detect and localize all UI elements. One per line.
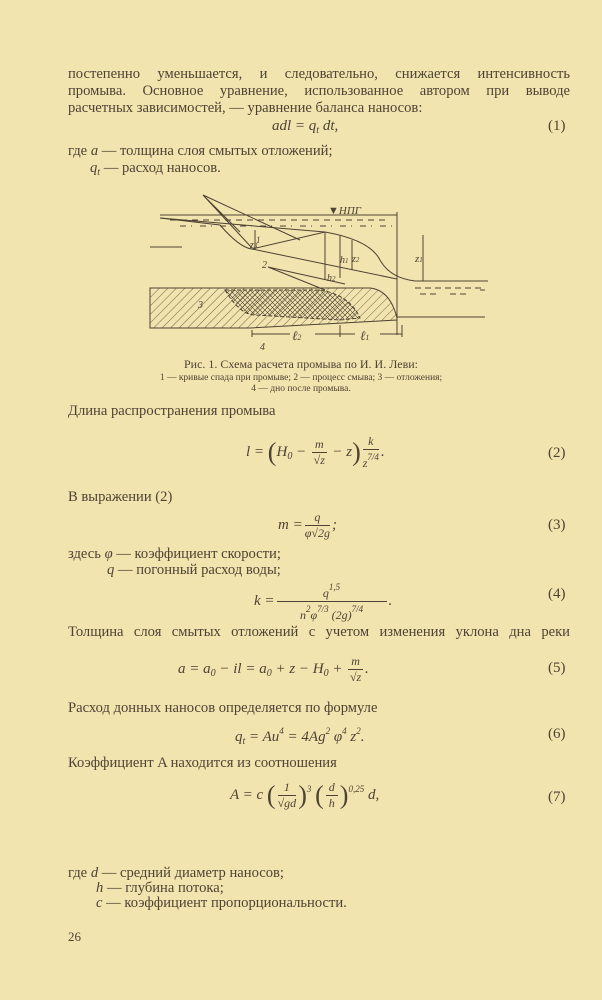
equation-4 [254,580,392,623]
paragraph-line: Длина распространения промыва [68,403,276,419]
definition-q [107,562,602,579]
eq-sub: 0 [323,667,329,679]
label-2: 2 [262,260,267,271]
eq-part: φ [330,729,343,745]
eq-part: = 4Ag [283,729,326,745]
def-text: — толщина слоя смытых отложений; [98,143,333,159]
label-4: 4 [260,342,265,353]
eq-part: + z − H [271,660,324,677]
frac-num: m [312,437,327,453]
label-h2: h2 [327,273,336,284]
def-text: — расход наносов. [100,160,221,176]
frac-den: z [362,456,368,470]
equation-3 [278,510,337,541]
def-symbol: q [107,562,115,578]
def-prefix: здесь [68,546,105,562]
eq-part: k = [254,592,275,609]
frac-den: (2g) [328,608,352,622]
paragraph-line: расчетных зависимостей, — уравнение баланса наносов: [68,100,423,116]
eq-part: . [380,443,385,460]
label-z2: z2 [352,254,360,265]
figure-caption: Рис. 1. Схема расчета промыва по И. И. Леви: [183,357,419,371]
eq-sup: 1,5 [328,582,341,592]
frac-den: φ√2g [304,526,330,540]
eq-part: . [364,660,369,677]
page-number: 26 [68,929,81,944]
frac-num: m [348,654,363,670]
eq-part: H [276,443,288,460]
paragraph-line: постепенно уменьшается, и следовательно, снижается интенсивность [68,66,570,82]
def-sub: t [97,167,101,178]
equation-number: (3) [548,517,566,533]
eq-part: d, [364,786,380,803]
def-symbol: φ [104,546,113,562]
eq-sup: 0,25 [348,783,365,794]
paragraph-line: В выражении (2) [68,489,173,505]
eq-sup: 7/4 [351,604,364,614]
eq-part: − il = a [215,660,267,677]
eq-part: q [235,729,243,745]
paragraph-line: Расход донных наносов определяется по формуле [68,700,378,716]
eq-sup: 2 [356,726,361,736]
eq-part: A = c [230,786,264,803]
frac-den: φ [310,608,318,622]
eq-sup: 7/4 [367,452,379,462]
equation-1 [272,118,338,136]
eq-part: + [328,660,347,677]
eq-sup: 4 [279,726,284,736]
equation-number: (7) [548,789,566,805]
paragraph-line: Толщина слоя смытых отложений с учетом изменения уклона дна реки [68,624,570,640]
frac-den: √z [313,453,325,467]
equation-number: (5) [548,660,566,676]
label-npg: ▼НПГ [328,205,362,217]
equation-7: A = c ( $\frac{1}{√gd}$ )$^3$ ( $\frac{d}{h}$ )$^{0,25}$ d, [230,780,380,810]
label-3: 3 [198,300,203,311]
equation-6 [235,726,365,747]
frac-num: d [326,780,338,796]
frac-den: √gd [277,796,297,810]
label-1: 1 [256,235,261,245]
definition-c [96,895,598,912]
def-text: — коэффициент пропорциональности. [102,895,347,911]
eq-part: a = a [178,660,211,677]
equation-number: (1) [548,118,566,134]
def-text: — средний диаметр наносов; [98,865,284,881]
figure-flushing-scheme [140,180,500,360]
equation-number: (6) [548,726,566,742]
definition-a [68,143,570,160]
eq-part: dt, [319,118,339,134]
frac-num: k [363,434,379,450]
label-z1: z1 [415,253,423,265]
def-text: — глубина потока; [103,880,224,896]
eq-part: . [388,592,393,609]
eq-sub: t [242,736,246,747]
definition-phi [68,546,570,563]
equation-2: $l = (H_0$ − $\frac{m}{√z}$ − z) $\frac{k}{z^{7/4}}$ . [246,434,385,470]
eq-sub: 0 [210,667,216,679]
def-symbol: d [90,865,99,881]
paragraph-line: промыва. Основное уравнение, использованное автором при выводе [68,83,570,99]
def-prefix: где [68,143,91,159]
label-l1: ℓ1 [360,328,370,343]
label-l2: ℓ2 [292,328,302,343]
frac-num: q [305,510,330,526]
equation-number: (2) [548,445,566,461]
frac-num: 1 [278,780,297,796]
def-symbol: q [90,160,98,176]
def-symbol: a [90,143,99,159]
eq-sup: 2 [305,604,311,614]
eq-part: z [346,729,357,745]
frac-num: q [322,586,329,600]
def-prefix: где [68,865,91,881]
eq-part: = Au [245,729,280,745]
eq-sub: 0 [266,667,272,679]
def-text: — погонный расход воды; [114,562,281,578]
def-text: — коэффициент скорости; [112,546,281,562]
paragraph-line: Коэффициент A находится из соотношения [68,755,337,771]
figure-legend: 1 — кривые спада при промыве; 2 — процесс смыва; 3 — отложения; [159,373,443,383]
eq-part: adl = q [272,118,317,134]
eq-part: . [360,729,365,745]
equation-number: (4) [548,586,566,602]
eq-sup: 2 [325,726,331,736]
eq-part: − z [328,443,353,460]
eq-sup: 4 [342,726,347,736]
label-h1: h1 [340,255,349,266]
eq-part: − [292,443,310,460]
frac-den: n [299,608,306,622]
eq-part: ; [331,516,337,533]
eq-part: l = [246,443,265,460]
eq-part: m = [278,516,303,533]
eq-sup: 7/3 [317,604,329,614]
frac-den: h [328,796,335,810]
label-z3: z3 [250,240,258,251]
definition-qt [90,160,592,181]
def-symbol: c [96,895,103,911]
eq-sub: 0 [287,450,293,462]
def-symbol: h [96,880,104,896]
frac-den: √z [349,670,362,684]
equation-5 [178,654,369,685]
figure-legend: 4 — дно после промыва. [251,384,351,394]
eq-sub: t [316,125,320,136]
eq-sup: 3 [306,783,312,794]
